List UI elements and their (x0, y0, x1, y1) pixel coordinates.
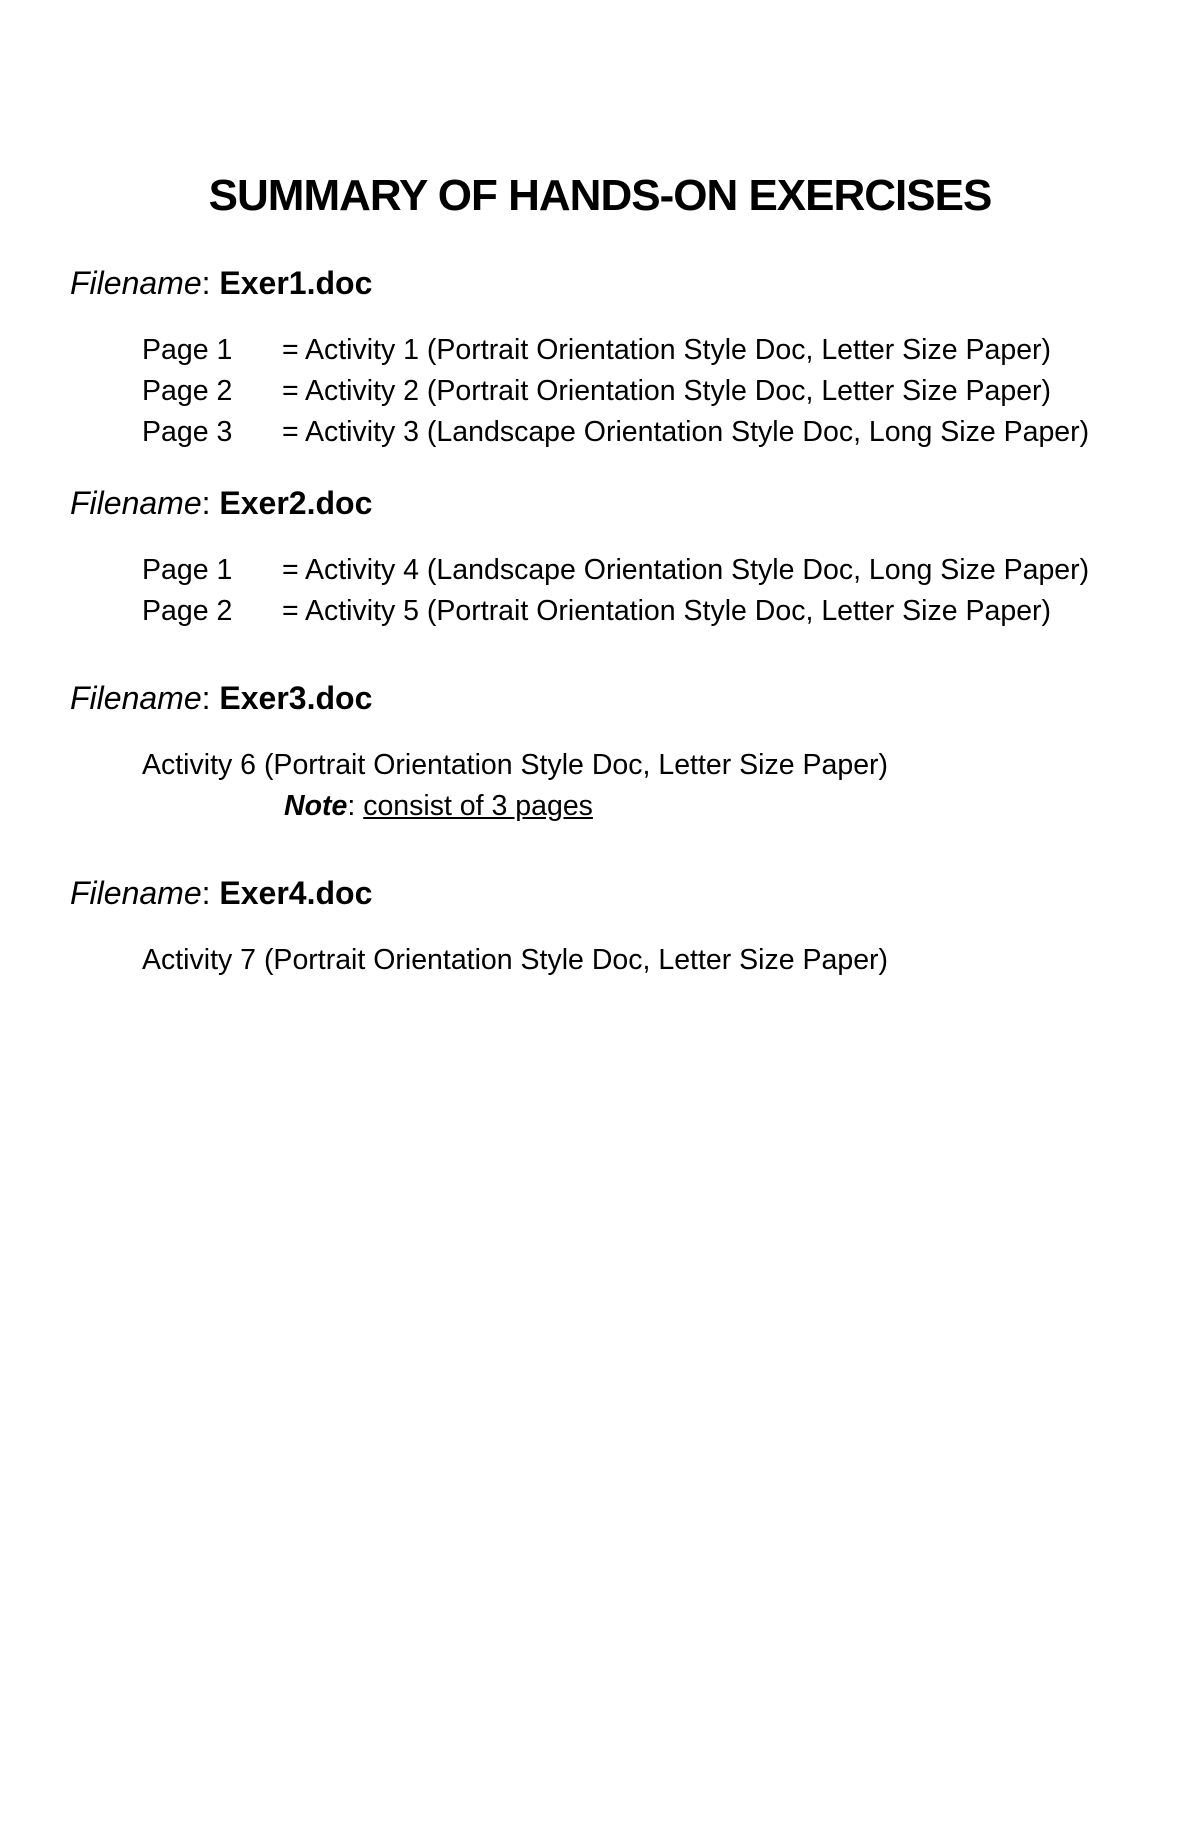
file-heading: Filename: Exer1.doc (70, 265, 373, 301)
list-item (142, 412, 1170, 453)
page-list (142, 550, 1170, 632)
file-section-exer3 (70, 677, 1170, 827)
activity-description: = Activity 5 (Portrait Orientation Style Doc, Letter Size Paper) (282, 595, 1052, 627)
file-heading: Filename: Exer4.doc (70, 875, 373, 911)
page-number: Page 2 (142, 595, 233, 627)
filename-value: Exer3.doc (219, 680, 373, 716)
file-heading: Filename: Exer2.doc (70, 485, 373, 521)
page-number: Page 1 (142, 554, 233, 586)
filename-value: Exer4.doc (219, 875, 373, 911)
activity-block (142, 940, 1170, 981)
activity-description: = Activity 1 (Portrait Orientation Style Doc, Letter Size Paper) (282, 334, 1052, 366)
filename-label: Filename (70, 875, 202, 911)
note-label: Note (284, 790, 348, 822)
activity-description: = Activity 3 (Landscape Orientation Style Doc, Long Size Paper) (282, 416, 1090, 448)
page-list (142, 330, 1170, 453)
activity-description: = Activity 2 (Portrait Orientation Style Doc, Letter Size Paper) (282, 375, 1052, 407)
filename-value: Exer1.doc (219, 265, 373, 301)
list-item (142, 371, 1170, 412)
filename-label: Filename (70, 485, 202, 521)
activity-description: = Activity 4 (Landscape Orientation Style Doc, Long Size Paper) (282, 554, 1090, 586)
file-section-exer2 (70, 482, 1170, 632)
page-number: Page 1 (142, 334, 233, 366)
activity-description: Activity 7 (Portrait Orientation Style Doc, Letter Size Paper) (142, 944, 889, 976)
note: Note: consist of 3 pages (284, 790, 593, 822)
activity-block (142, 745, 1170, 827)
page-title: SUMMARY OF HANDS-ON EXERCISES (208, 171, 992, 220)
filename-label: Filename (70, 680, 202, 716)
file-section-exer4 (70, 872, 1170, 981)
filename-value: Exer2.doc (219, 485, 373, 521)
filename-label: Filename (70, 265, 202, 301)
page-number: Page 2 (142, 375, 233, 407)
file-section-exer1 (70, 262, 1170, 453)
page-number: Page 3 (142, 416, 233, 448)
activity-description: Activity 6 (Portrait Orientation Style Doc, Letter Size Paper) (142, 749, 889, 781)
file-heading: Filename: Exer3.doc (70, 680, 373, 716)
list-item (142, 330, 1170, 371)
list-item (142, 550, 1170, 591)
note-text: consist of 3 pages (363, 790, 593, 822)
list-item (142, 591, 1170, 632)
